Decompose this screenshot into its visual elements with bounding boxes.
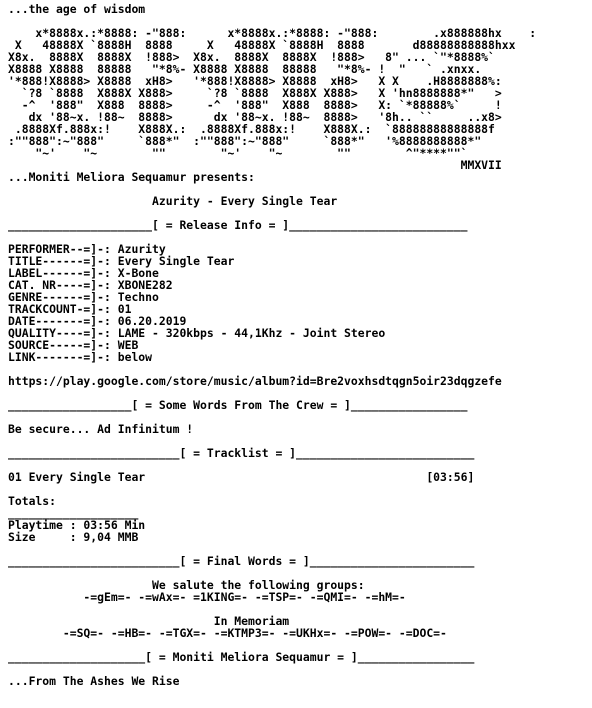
nfo-line: LABEL------=]-: X-Bone bbox=[8, 266, 159, 280]
nfo-line: QUALITY----=]-: LAME - 320kbps - 44,1Khz - Joint Stereo bbox=[8, 326, 386, 340]
nfo-line: _________________________[ = Tracklist = ]__________________________ bbox=[8, 446, 475, 460]
nfo-line: MMXVII bbox=[8, 158, 502, 172]
nfo-line: TITLE------=]-: Every Single Tear bbox=[8, 254, 235, 268]
nfo-line: SOURCE-----=]-: WEB bbox=[8, 338, 139, 352]
nfo-line: Playtime : 03:56 Min bbox=[8, 518, 146, 532]
nfo-line bbox=[8, 483, 592, 495]
nfo-line: LINK-------=]-: below bbox=[8, 350, 153, 364]
nfo-line: ...From The Ashes We Rise bbox=[8, 674, 180, 688]
nfo-line: :""888":~"888" `888*" :""888":~"888" `888*" '%8888888888*" bbox=[8, 134, 482, 148]
nfo-line: _________________________[ = Final Words = ]________________________ bbox=[8, 554, 475, 568]
nfo-line: X 48888X `8888H 8888 X 48888X `8888H 8888 d88888888888hxx bbox=[8, 38, 516, 52]
nfo-line: -=SQ=- -=HB=- -=TGX=- -=KTMP3=- -=UKHx=- -=POW=- -=DOC=- bbox=[8, 626, 447, 640]
nfo-line: _____________________[ = Release Info = ]__________________________ bbox=[8, 218, 468, 232]
nfo-line: "~' "~ "" "~' "~ "" ^"****""` bbox=[8, 146, 468, 160]
nfo-line: Totals: bbox=[8, 494, 57, 508]
nfo-line: X8888 X8888 88888 "*8%- X8888 X8888 88888 "*8%- ! " ` .xnxx. bbox=[8, 62, 482, 76]
nfo-line: __________________[ = Some Words From The Crew = ]_________________ bbox=[8, 398, 468, 412]
nfo-line: -^ '888" X888 8888> -^ '888" X888 8888> X: `*88888%` ! bbox=[8, 98, 502, 112]
nfo-line: X8x. 8888X 8888X !888> X8x. 8888X 8888X !888> 8" ... `"*8888%` bbox=[8, 50, 495, 64]
nfo-line: .8888Xf.888x:! X888X.: .8888Xf.888x:! X888X.: `88888888888888f bbox=[8, 122, 495, 136]
nfo-line: ___________________ bbox=[8, 506, 139, 520]
nfo-line: GENRE------=]-: Techno bbox=[8, 290, 159, 304]
nfo-line: In Memoriam bbox=[8, 614, 290, 628]
nfo-line: '*888!X8888> X8888 xH8> '*888!X8888> X8888 xH8> X X .H8888888%: bbox=[8, 74, 502, 88]
nfo-line: `?8 `8888 X888X X888> `?8 `8888 X888X X888> X 'hn8888888*" > bbox=[8, 86, 502, 100]
nfo-line: 01 Every Single Tear [03:56] bbox=[8, 470, 475, 484]
nfo-line: Be secure... Ad Infinitum ! bbox=[8, 422, 194, 436]
nfo-line: ...Moniti Meliora Sequamur presents: bbox=[8, 170, 255, 184]
nfo-line: dx '88~x. !88~ 8888> dx '88~x. !88~ 8888> '8h.. `` ..x8> bbox=[8, 110, 502, 124]
nfo-line: CAT. NR----=]-: XBONE282 bbox=[8, 278, 173, 292]
nfo-line: ...the age of wisdom bbox=[8, 2, 146, 16]
nfo-line: Azurity - Every Single Tear bbox=[8, 194, 338, 208]
nfo-line: DATE-------=]-: 06.20.2019 bbox=[8, 314, 187, 328]
nfo-line: ____________________[ = Moniti Meliora Sequamur = ]_________________ bbox=[8, 650, 475, 664]
nfo-line[interactable]: https://play.google.com/store/music/album?id=Bre2voxhsdtqgn5oir23dqgzefe bbox=[8, 374, 502, 388]
nfo-line: TRACKCOUNT-=]-: 01 bbox=[8, 302, 132, 316]
nfo-line: PERFORMER--=]-: Azurity bbox=[8, 242, 166, 256]
nfo-line: -=gEm=- -=wAx=- =1KING=- -=TSP=- -=QMI=- -=hM=- bbox=[8, 590, 406, 604]
nfo-line: We salute the following groups: bbox=[8, 578, 365, 592]
nfo-line: x*8888x.:*8888: -"888: x*8888x.:*8888: -"888: .x888888hx : bbox=[8, 26, 537, 40]
nfo-line: Size : 9,04 MMB bbox=[8, 530, 139, 544]
